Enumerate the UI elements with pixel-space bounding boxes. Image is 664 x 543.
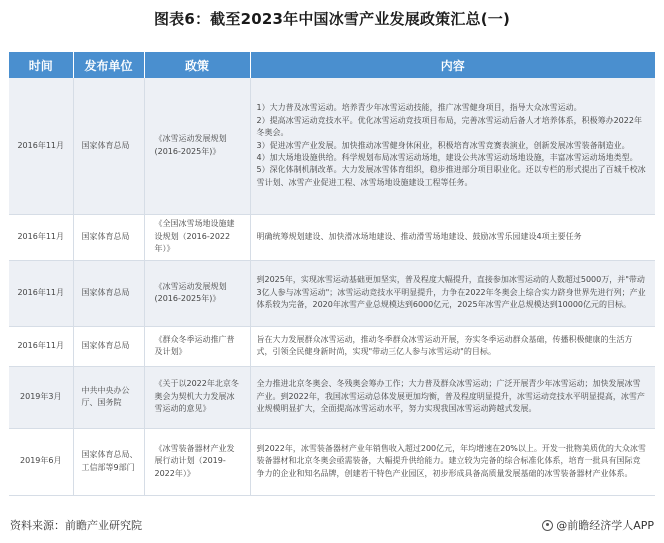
content-line: 1）大力普及冰雪运动。培养青少年冰雪运动技能，推广冰雪健身项目，指导大众冰雪运动。 xyxy=(256,103,582,113)
table-row xyxy=(9,78,655,214)
cell-policy: 《冰雪装备器材产业发展行动计划（2019-2022年）》 xyxy=(144,428,250,495)
cell-time: 2019年6月 xyxy=(9,428,73,495)
cell-unit: 国家体育总局 xyxy=(73,326,144,366)
cell-policy: 《全国冰雪场地设施建设规划（2016-2022年）》 xyxy=(144,214,250,260)
cell-content: 到2022年，冰雪装备器材产业年销售收入超过200亿元，年均增速在20%以上。开发一批物美质优的大众冰雪装备器材和北京冬奥会亟需装备，大幅提升供给能力。建立较为完备的综合标准化体系，培育一批具有国际竞争力的企业和知名品牌，创建若干特色产业园区，初步形成具备高质量发展基础的冰雪装备器材产业体系。 xyxy=(250,428,655,495)
cell-unit: 国家体育总局 xyxy=(73,260,144,326)
cell-time: 2019年3月 xyxy=(9,366,73,428)
cell-time: 2016年11月 xyxy=(9,214,73,260)
cell-policy: 《冰雪运动发展规划(2016-2025年)》 xyxy=(144,260,250,326)
content-line: 3）促进冰雪产业发展。加快推动冰雪健身休闲业，积极培育冰雪竞赛表演业，创新发展冰雪装备制造业。 xyxy=(256,140,630,150)
brand-credit xyxy=(542,517,654,533)
cell-policy: 《冰雪运动发展规划(2016-2025年)》 xyxy=(144,78,250,214)
content-line: 5）深化体制机制改革。大力发展冰雪体育组织，稳步推进部分项目职业化。还以专栏的形式提出了百城千校冰雪计划、冰雪产业促进工程、冰雪场地设施建设工程等任务。 xyxy=(256,165,646,187)
cell-content: 明确统筹规划建设、加快滑冰场地建设、推动滑雪场地建设、鼓励冰雪乐园建设4项主要任务 xyxy=(250,214,655,260)
page-title: 图表6：截至2023年中国冰雪产业发展政策汇总(一) xyxy=(153,10,511,28)
content-line: 2）提高冰雪运动竞技水平。优化冰雪运动竞技项目布局，完善冰雪运动后备人才培养体系，积极筹办2022年冬奥会。 xyxy=(256,115,642,138)
cell-unit: 中共中央办公厅、国务院 xyxy=(73,366,144,428)
header-content: 内容 xyxy=(250,52,655,78)
cell-time: 2016年11月 xyxy=(9,326,73,366)
cell-unit: 国家体育总局 xyxy=(73,214,144,260)
content-line: 4）加大场地设施供给。科学规划布局冰雪运动场地，建设公共冰雪运动场地设施，丰富冰雪运动场地类型。 xyxy=(256,152,638,162)
cell-content: 旨在大力发展群众冰雪运动，推动冬季群众冰雪运动开展，夯实冬季运动群众基础，传播积极健康的生活方式，引领全民健身新时尚，实现"带动三亿人参与冰雪运动"的目标。 xyxy=(250,326,655,366)
header-policy: 政策 xyxy=(144,52,250,78)
header-time: 时间 xyxy=(9,52,73,78)
policy-table xyxy=(9,52,655,496)
cell-content: 到2025年，实现冰雪运动基础更加坚实，普及程度大幅提升，直接参加冰雪运动的人数超过5000万，并"带动3亿人参与冰雪运动"；冰雪运动竞技水平明显提升，力争在2022年冬奥会上综合实力跻身世界先进行列；产业体系较为完备，2020年冰雪产业总规模达到6000亿元，2025年冰雪产业总规模达到10000亿元的目标。 xyxy=(250,260,655,326)
header-unit: 发布单位 xyxy=(73,52,144,78)
table-row xyxy=(9,428,655,495)
cell-unit: 国家体育总局 xyxy=(73,78,144,214)
table-row xyxy=(9,366,655,428)
table-row xyxy=(9,260,655,326)
brand-text: @前瞻经济学人APP xyxy=(556,519,654,532)
cell-policy: 《群众冬季运动推广普及计划》 xyxy=(144,326,250,366)
cell-policy: 《关于以2022年北京冬奥会为契机大力发展冰雪运动的意见》 xyxy=(144,366,250,428)
cell-time: 2016年11月 xyxy=(9,260,73,326)
source-note: 资料来源：前瞻产业研究院 xyxy=(10,519,142,532)
cell-content: 全力推进北京冬奥会、冬残奥会筹办工作；大力普及群众冰雪运动；广泛开展青少年冰雪运动；加快发展冰雪产业。到2022年，我国冰雪运动总体发展更加均衡，普及程度明显提升，冰雪运动竞技水平明显提高，冰雪产业规模明显扩大，全面提高冰雪运动水平，努力实现我国冰雪运动跨越式发展。 xyxy=(250,366,655,428)
cell-content xyxy=(250,78,655,214)
brand-logo-icon xyxy=(542,520,553,531)
cell-time: 2016年11月 xyxy=(9,78,73,214)
table-row xyxy=(9,214,655,260)
table-header-row xyxy=(9,52,655,78)
table-row xyxy=(9,326,655,366)
cell-unit: 国家体育总局、工信部等9部门 xyxy=(73,428,144,495)
